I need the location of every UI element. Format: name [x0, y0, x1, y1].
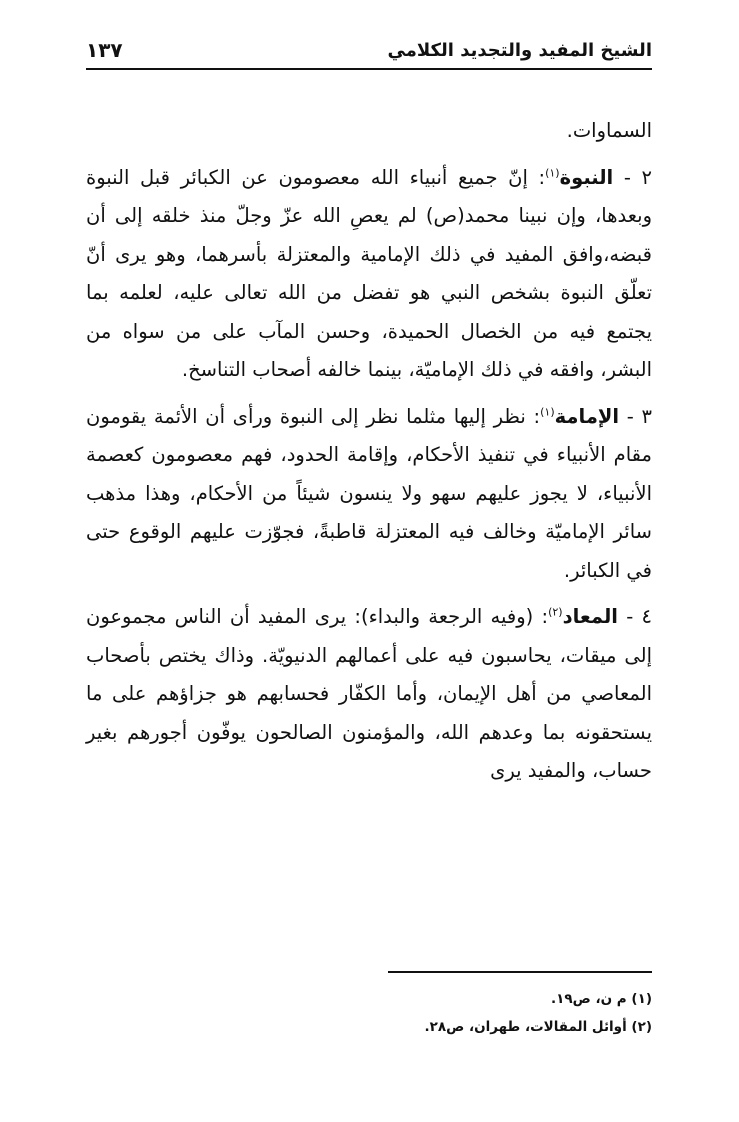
footnote-1: (١) م ن، ص١٩.	[550, 991, 652, 1007]
page-number: ١٣٧	[86, 38, 123, 62]
item-term: المعاد	[562, 605, 618, 628]
footnote-ref[interactable]: (١)	[545, 166, 560, 179]
item-term: النبوة	[559, 165, 614, 189]
paragraph-prophethood	[86, 159, 652, 390]
footnote-separator	[388, 971, 652, 973]
footnote-2: (٢) أوائل المقالات، طهران، ص٢٨.	[424, 1019, 652, 1035]
item-text: : (وفيه الرجعة والبداء): يرى المفيد أن الناس مجموعون إلى ميقات، يحاسبون فيه على أعمالهم الدنيويّة. وذاك يختص بأصحاب المعاصي من أهل الإيمان، وأما الكفّار فحسابهم هو جزاؤهم على ما يستحقونه بما وعدهم الله، والمؤمنون الصالحون يوفّون أجورهم بغير حساب، والمفيد يرى	[86, 605, 652, 782]
item-text: : إنّ جميع أنبياء الله معصومون عن الكبائر قبل النبوة وبعدها، وإن نبينا محمد(ص) لم يعصِ الله عزّ وجلّ منذ خلقه إلى أن قبضه،وافق المفيد في ذلك الإمامية والمعتزلة بأسرهما، وهو يرى أنّ تعلّق النبوة بشخص النبي هو تفضل من الله تعالى عليه، لعلمه بما يجتمع فيه من الخصال الحميدة، وحسن المآب على من سواه من البشر، وافقه في ذلك الإماميّة، بينما خالفه أصحاب التناسخ.	[86, 165, 652, 381]
item-number: ٤ -	[618, 605, 652, 628]
paragraph-continuation: السماوات.	[566, 119, 652, 142]
paragraph-imamate	[86, 398, 652, 591]
item-number: ٣ -	[619, 404, 652, 428]
paragraph-resurrection	[86, 598, 652, 791]
item-term: الإمامة	[554, 404, 620, 428]
footnotes	[86, 985, 652, 1041]
item-text: : نظر إليها مثلما نظر إلى النبوة ورأى أن الأئمة يقومون مقام الأنبياء في تنفيذ الأحكام، وإقامة الحدود، فهم معصومون كعصمة الأنبياء، لا يجوز عليهم سهو ولا ينسون شيئاً من الأحكام، وهذا مذهب سائر الإماميّة وخالف فيه المعتزلة قاطبةً، فجوّزت عليهم الوقوع حتى في الكبائر.	[86, 404, 652, 582]
footnote-ref[interactable]: (١)	[540, 405, 555, 418]
running-title: الشيخ المفيد والتجديد الكلامي	[387, 40, 652, 61]
body-text	[86, 112, 652, 791]
footnote-ref[interactable]: (٢)	[548, 605, 563, 619]
item-number: ٢ -	[613, 165, 652, 189]
running-header	[86, 34, 652, 70]
